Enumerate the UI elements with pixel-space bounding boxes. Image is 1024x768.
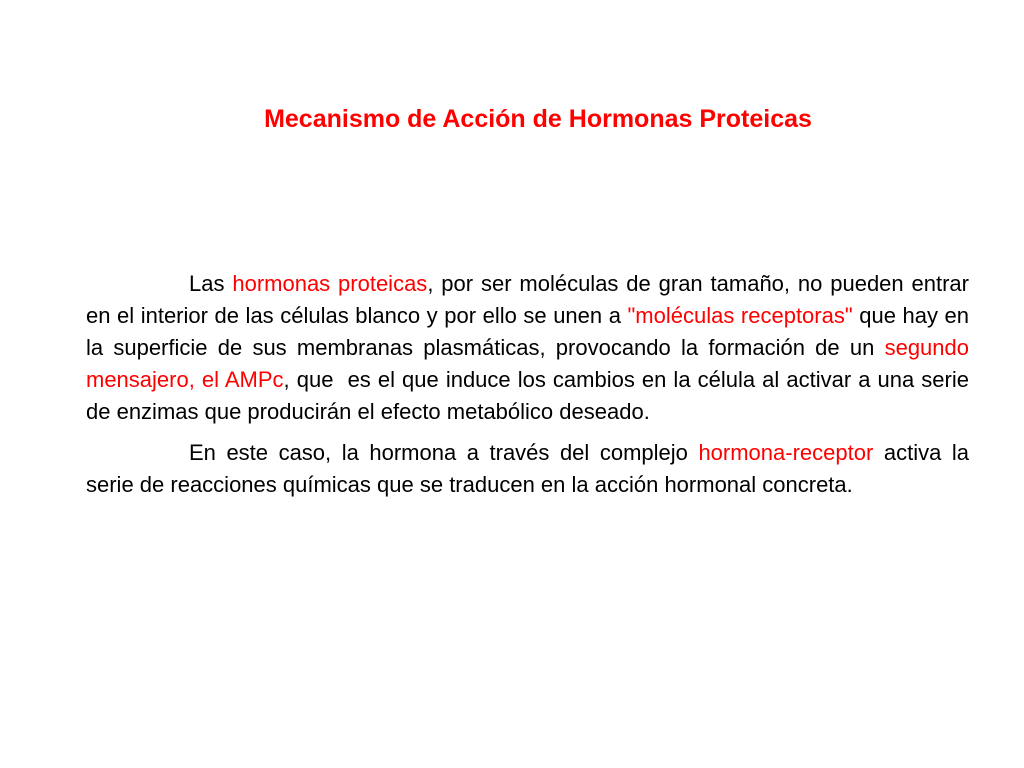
paragraph-2: [86, 437, 976, 501]
highlighted-term: hormonas proteicas: [232, 271, 428, 296]
text-segment: , que es el que induce los cambios en la célula al activar a una serie de enzimas que producirán el efecto metabólico deseado.: [86, 367, 976, 424]
text-segment: que hay en la superficie de sus membranas plasmáticas, provocando la formación de un: [86, 303, 976, 360]
highlighted-term: "moléculas receptoras": [627, 303, 853, 328]
paragraph-1: [86, 268, 976, 428]
highlighted-term: hormona-receptor: [698, 440, 874, 465]
slide-title: Mecanismo de Acción de Hormonas Proteicas: [264, 104, 812, 133]
text-segment: En este caso, la hormona a través del complejo: [189, 440, 699, 465]
text-segment: Las: [189, 271, 233, 296]
text-segment: , por ser moléculas de gran tamaño, no pueden entrar en el interior de las células blanco y por ello se unen a: [86, 271, 976, 328]
text-segment: activa la serie de reacciones químicas que se traducen en la acción hormonal concreta.: [86, 440, 976, 497]
highlighted-term: segundo mensajero, el AMPc: [86, 335, 976, 392]
slide-body: [86, 268, 976, 501]
